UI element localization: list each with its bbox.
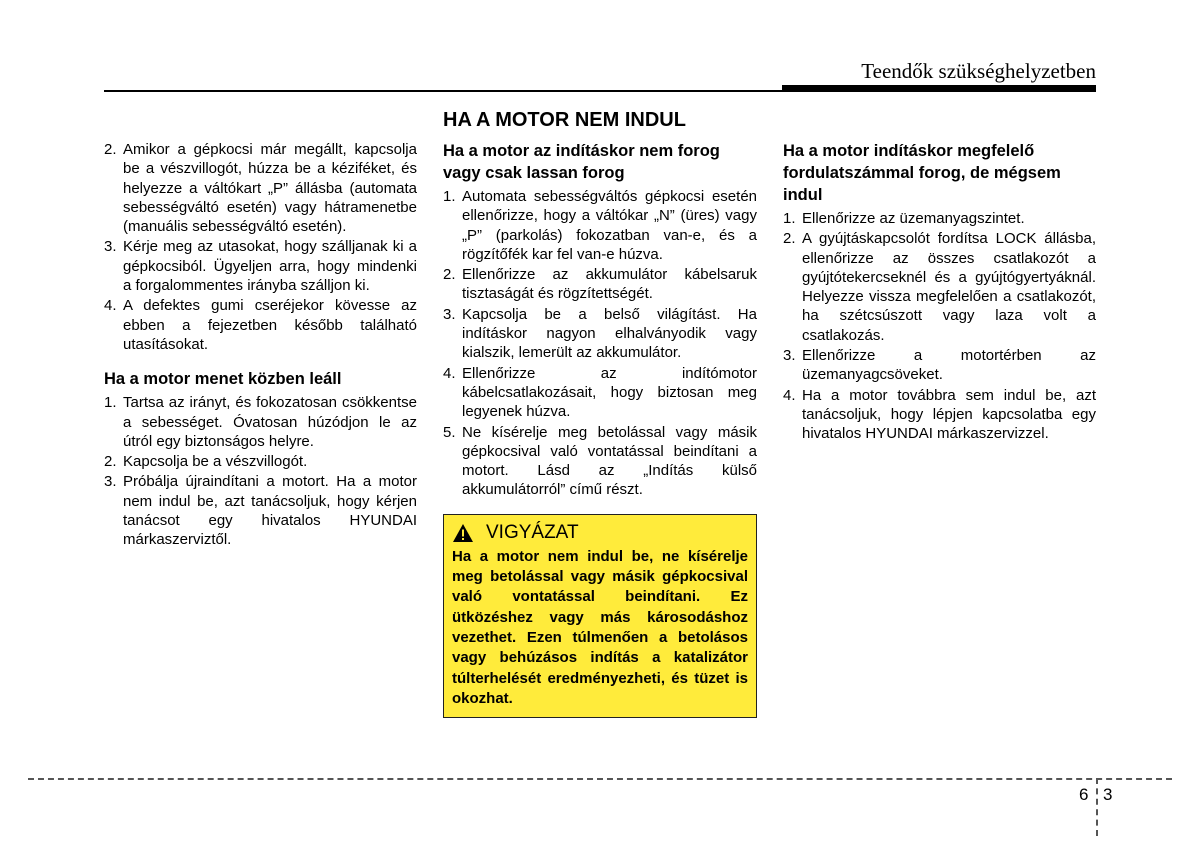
list-item: 1. Tartsa az irányt, és fokozatosan csökkentse a sebességet. Óvatosan húzódjon le az útról egy biztonságos helyre. [104, 394, 417, 450]
list-item: 3. Ellenőrizze a motortérben az üzemanyagcsöveket. [783, 347, 1096, 384]
header-rule [104, 90, 782, 92]
list-no-crank-steps [443, 187, 757, 500]
footer-page-separator [1096, 778, 1098, 836]
list-item: 3. Kapcsolja be a belső világítást. Ha indításkor nagyon elhalványodik vagy kialszik, lemerült az akkumulátor. [443, 305, 757, 362]
chapter-number: 6 [1079, 785, 1089, 804]
warning-triangle-icon [452, 523, 474, 543]
list-item: 5. Ne kísérelje meg betolással vagy másik gépkocsival való vontatással beindítani a motort. Lásd az „Indítás külső akkumulátorról” című részt. [443, 423, 757, 499]
main-heading: HA A MOTOR NEM INDUL [443, 109, 686, 131]
warning-body: Ha a motor nem indul be, ne kísérelje meg betolással vagy másik gépkocsival való vontatással beindítani. Ez ütközéshez vagy más károsodáshoz vezethet. Ezen túlmenően a betolásos vagy behúzásos indítás a katalizátor túlterhelését eredményezheti, és tüzet is okozhat. [452, 547, 748, 707]
warning-title-text: VIGYÁZAT [486, 521, 579, 543]
list-item: 4. Ha a motor továbbra sem indul be, azt tanácsoljuk, hogy lépjen kapcsolatba egy hivatalos HYUNDAI márkaszervizzel. [783, 386, 1096, 443]
right-column [783, 140, 1096, 445]
section-heading-engine-stalls: Ha a motor menet közben leáll [104, 370, 342, 389]
list-item: 2. Ellenőrizze az akkumulátor kábelsaruk tisztaságát és rögzítettségét. [443, 266, 757, 303]
footer-divider [28, 778, 1172, 780]
list-item: 3. Kérje meg az utasokat, hogy szálljanak ki a gépkocsiból. Ügyeljen arra, hogy mindenki a forgalommentes irányba szálljon ki. [104, 238, 417, 295]
list-item: 4. A defektes gumi cseréjekor kövesse az ebben a fejezetben később található utasításokat. [104, 297, 417, 353]
list-stall-steps [104, 393, 417, 549]
header-title: Teendők szükséghelyzetben [861, 59, 1096, 83]
list-item: 2. Kapcsolja be a vészvillogót. [104, 453, 308, 471]
list-cranks-no-start-steps [783, 209, 1096, 444]
warning-box [443, 514, 757, 718]
list-item: 2. A gyújtáskapcsolót fordítsa LOCK állásba, ellenőrizze az összes csatlakozót a gyújtótekercseknél és a gyújtógyertyáknál. Helyezze vissza megfelelően a csatlakozót, ha szétcsúszott vagy laza volt a csatlakozás. [783, 230, 1096, 344]
left-column [104, 140, 417, 551]
list-item: 3. Próbálja újraindítani a motort. Ha a motor nem indul be, azt tanácsoljuk, hogy kérjen tanácsot egy hivatalos HYUNDAI márkaszerviztől. [104, 473, 417, 549]
section-heading-no-crank: Ha a motor az indításkor nem forog vagy csak lassan forog [443, 142, 720, 182]
list-stop-steps [104, 140, 417, 354]
list-item: 4. Ellenőrizze az indítómotor kábelcsatlakozásait, hogy biztosan meg legyenek húzva. [443, 364, 757, 421]
section-heading-cranks-no-start: Ha a motor indításkor megfelelő fordulatszámmal forog, de mégsem indul [783, 142, 1061, 204]
list-item: 1. Ellenőrizze az üzemanyagszintet. [783, 210, 1025, 227]
header-rule-accent [782, 85, 1096, 92]
list-item: 2. Amikor a gépkocsi már megállt, kapcsolja be a vészvillogót, húzza be a kéziféket, és helyezze a váltókart „P” állásba (automata sebességváltó esetén) vagy hátramenetbe (manuális sebességváltó esetén). [104, 141, 417, 236]
warning-title [452, 521, 748, 545]
page-number: 3 [1103, 785, 1113, 804]
middle-column [443, 108, 757, 718]
list-item: 1. Automata sebességváltós gépkocsi esetén ellenőrizze, hogy a váltókar „N” (üres) vagy „P” (parkolás) fokozatban van-e, és a rögzítőfék kar fel van-e húzva. [443, 188, 757, 263]
